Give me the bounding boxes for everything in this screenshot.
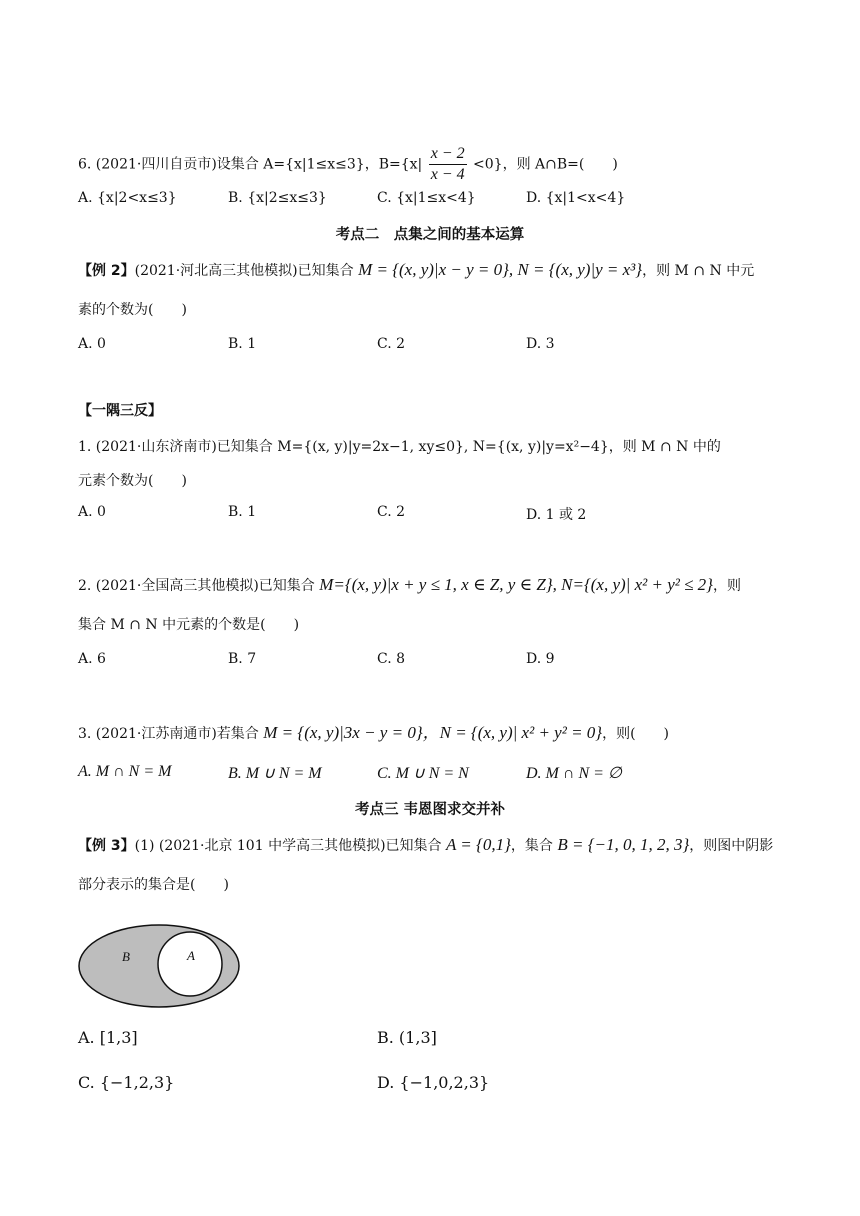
p3-text-b: ，则( ) [602, 726, 670, 742]
example3-text-c: ，则图中阴影 [689, 838, 774, 854]
p1-line1: 1. (2021·山东济南市)已知集合 M={(x, y)|y=2x−1, xy≤0}, N={(x, y)|y=x²−4}，则 M ∩ N 中的 [78, 439, 721, 455]
p1-option-d: D. 1 或 2 [526, 507, 587, 523]
q6-fraction [429, 144, 467, 185]
example3-option-d: D. {−1,0,2,3} [377, 1073, 490, 1092]
example3-text-b: ，集合 [510, 838, 558, 854]
p1-option-b: B. 1 [228, 504, 257, 520]
example2-option-d: D. 3 [526, 336, 555, 352]
example2-text-b: ，则 M ∩ N 中元 [642, 263, 755, 279]
example3-line2: 部分表示的集合是( ) [78, 877, 229, 893]
p2-line2: 集合 M ∩ N 中元素的个数是( ) [78, 617, 300, 633]
p3-option-c: C. M ∪ N = N [377, 765, 469, 782]
q6-option-b: B. {x|2≤x≤3} [228, 190, 327, 206]
p2-option-a: A. 6 [78, 651, 106, 667]
p3-option-a: A. M ∩ N = M [78, 763, 172, 780]
example2-option-b: B. 1 [228, 336, 257, 352]
q6-option-d: D. {x|1<x<4} [526, 190, 626, 206]
p3-options [78, 763, 798, 787]
example2-text-a: (2021·河北高三其他模拟)已知集合 [134, 263, 359, 279]
p2-text-b: ，则 [712, 578, 741, 594]
example3-math-b: B = {−1, 0, 1, 2, 3} [557, 835, 690, 854]
example2-option-c: C. 2 [377, 336, 406, 352]
example2-line1 [78, 259, 754, 282]
q6-frac-den: x − 4 [430, 166, 465, 183]
q6-option-a: A. {x|2<x≤3} [78, 190, 177, 206]
example3-options-row1 [78, 1028, 798, 1052]
example3-option-a: A. [1,3] [78, 1028, 138, 1047]
p3-line1 [78, 722, 669, 745]
p3-option-b: B. M ∪ N = M [228, 765, 322, 782]
p2-option-c: C. 8 [377, 651, 406, 667]
p2-options [78, 651, 798, 675]
p1-options [78, 504, 798, 528]
p1-line2: 元素个数为( ) [78, 473, 187, 489]
example3-math-a: A = {0,1} [445, 835, 511, 854]
example2-tag: 【例 2】 [78, 263, 135, 279]
q6-stem [78, 144, 618, 185]
venn-set-a [158, 932, 222, 996]
venn-label-a: A [187, 948, 195, 963]
example3-line1 [78, 834, 773, 857]
q6-stem-text: 6. (2021·四川自贡市)设集合 A={x|1≤x≤3}，B={x| [78, 156, 427, 173]
q6-stem-tail: <0}，则 A∩B=( ) [468, 156, 618, 173]
q6-option-c: C. {x|1≤x<4} [377, 190, 476, 206]
p2-option-b: B. 7 [228, 651, 257, 667]
p2-text-a: 2. (2021·全国高三其他模拟)已知集合 [78, 578, 320, 594]
section-heading-3: 考点三 韦恩图求交并补 [354, 802, 506, 818]
practice-heading: 【一隅三反】 [78, 403, 162, 419]
example3-option-b: B. (1,3] [377, 1028, 437, 1047]
p3-option-d: D. M ∩ N = ∅ [526, 765, 622, 782]
q6-frac-num: x − 2 [429, 144, 467, 165]
venn-diagram [78, 924, 242, 1008]
example2-math: M = {(x, y)|x − y = 0}, N = {(x, y)|y = x³} [358, 260, 643, 279]
p3-text-a: 3. (2021·江苏南通市)若集合 [78, 726, 264, 742]
p1-option-c: C. 2 [377, 504, 406, 520]
example3-text-a: (1) (2021·北京 101 中学高三其他模拟)已知集合 [134, 838, 446, 854]
p1-option-a: A. 0 [78, 504, 106, 520]
q6-options [78, 190, 798, 214]
p3-math: M = {(x, y)|3x − y = 0}，N = {(x, y)| x² + y² = 0} [263, 723, 603, 742]
p2-line1 [78, 574, 741, 597]
example3-options-row2 [78, 1073, 798, 1097]
p2-math: M={(x, y)|x + y ≤ 1, x ∈ Z, y ∈ Z}, N={(x, y)| x² + y² ≤ 2} [319, 575, 713, 594]
example2-option-a: A. 0 [78, 336, 106, 352]
example3-tag: 【例 3】 [78, 838, 135, 854]
example3-option-c: C. {−1,2,3} [78, 1073, 175, 1092]
venn-label-b: B [122, 949, 130, 964]
section-heading-2: 考点二 点集之间的基本运算 [335, 227, 525, 243]
example2-options [78, 336, 798, 360]
p2-option-d: D. 9 [526, 651, 555, 667]
example2-line2: 素的个数为( ) [78, 302, 187, 318]
